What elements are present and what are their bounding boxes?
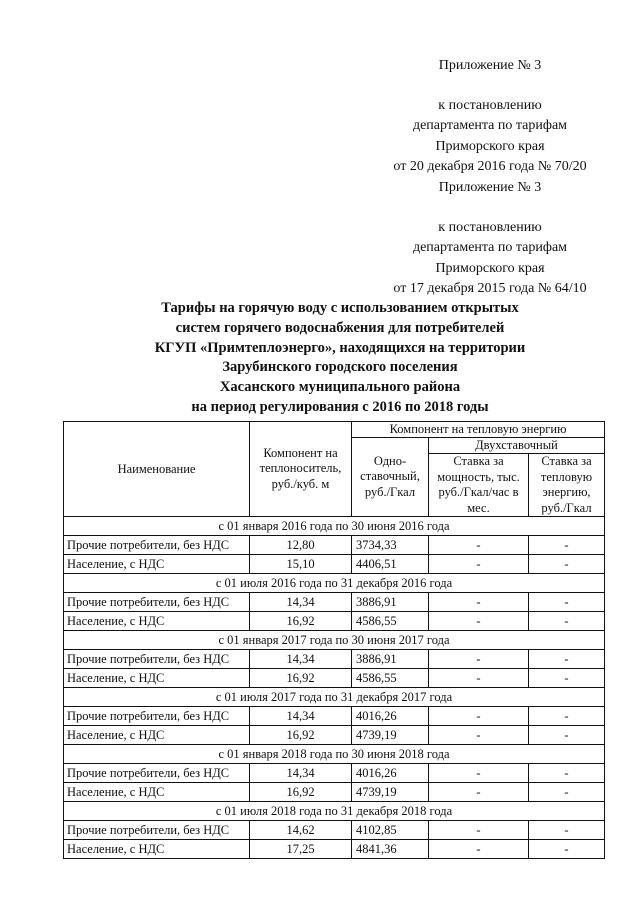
capacity-rate-cell: - [429,726,529,745]
carrier-value-cell: 14,34 [250,593,352,612]
appendix-previous-block [372,178,608,300]
carrier-value-cell: 17,25 [250,840,352,859]
carrier-value-cell: 14,34 [250,707,352,726]
consumer-name-cell: Прочие потребители, без НДС [64,650,250,669]
energy-rate-cell: - [529,650,605,669]
table-row [64,707,605,726]
period-label: с 01 июля 2018 года по 31 декабря 2018 года [64,802,605,821]
consumer-name-cell: Население, с НДС [64,612,250,631]
table-body [64,517,605,859]
one-rate-value-cell: 3886,91 [352,650,429,669]
energy-rate-cell: - [529,536,605,555]
appendix-line: департамента по тарифам [412,240,568,255]
consumer-name-cell: Прочие потребители, без НДС [64,821,250,840]
energy-rate-cell: - [529,669,605,688]
energy-rate-cell: - [529,707,605,726]
appendix-number: Приложение № 3 [438,58,542,73]
table-row [64,669,605,688]
title-line: систем горячего водоснабжения для потребителей [175,319,505,336]
appendix-line: Приморского края [435,260,545,276]
energy-rate-cell: - [529,612,605,631]
header-name: Наименование [64,422,250,517]
appendix-current-block [372,56,608,178]
consumer-name-cell: Население, с НДС [64,783,250,802]
period-label: с 01 июля 2017 года по 31 декабря 2017 года [64,688,605,707]
carrier-value-cell: 15,10 [250,555,352,574]
document-title [60,299,620,418]
carrier-value-cell: 16,92 [250,669,352,688]
consumer-name-cell: Население, с НДС [64,726,250,745]
appendix-line: к постановлению [438,97,542,113]
energy-rate-cell: - [529,555,605,574]
carrier-value-cell: 14,34 [250,764,352,783]
consumer-name-cell: Прочие потребители, без НДС [64,593,250,612]
energy-rate-cell: - [529,764,605,783]
period-row [64,802,605,821]
one-rate-value-cell: 4102,85 [352,821,429,840]
capacity-rate-cell: - [429,783,529,802]
table-row [64,840,605,859]
capacity-rate-cell: - [429,840,529,859]
period-row [64,688,605,707]
table-row [64,612,605,631]
one-rate-value-cell: 3886,91 [352,593,429,612]
period-row [64,745,605,764]
header-two-rate: Двухставочный [429,438,605,454]
appendix-line: от 20 декабря 2016 года № 70/20 [393,159,587,174]
energy-rate-cell: - [529,840,605,859]
header-capacity-rate: Ставка за мощность, тыс. руб./Гкал/час в мес. [429,454,529,517]
energy-rate-cell: - [529,821,605,840]
tariff-table [63,421,605,859]
one-rate-value-cell: 4841,36 [352,840,429,859]
period-row [64,517,605,536]
table-row [64,783,605,802]
carrier-value-cell: 16,92 [250,726,352,745]
energy-rate-cell: - [529,783,605,802]
title-line: на период регулирования с 2016 по 2018 годы [191,398,489,415]
period-label: с 01 июля 2016 года по 31 декабря 2016 года [64,574,605,593]
table-row [64,821,605,840]
period-row [64,631,605,650]
carrier-value-cell: 14,62 [250,821,352,840]
capacity-rate-cell: - [429,764,529,783]
energy-rate-cell: - [529,593,605,612]
consumer-name-cell: Прочие потребители, без НДС [64,536,250,555]
table-row [64,726,605,745]
capacity-rate-cell: - [429,593,529,612]
capacity-rate-cell: - [429,555,529,574]
carrier-value-cell: 12,80 [250,536,352,555]
table-row [64,764,605,783]
carrier-value-cell: 14,34 [250,650,352,669]
header-one-rate: Одно-ставочный, руб./Гкал [352,438,429,517]
table-row [64,650,605,669]
appendix-line: к постановлению [438,219,542,235]
consumer-name-cell: Население, с НДС [64,555,250,574]
appendix-line: от 17 декабря 2015 года № 64/10 [393,281,587,296]
appendix-number: Приложение № 3 [438,180,542,195]
title-line: Хасанского муниципального района [219,379,461,396]
table-row [64,536,605,555]
capacity-rate-cell: - [429,821,529,840]
carrier-value-cell: 16,92 [250,612,352,631]
capacity-rate-cell: - [429,536,529,555]
period-label: с 01 января 2018 года по 30 июня 2018 года [64,745,605,764]
one-rate-value-cell: 4016,26 [352,707,429,726]
title-line: КГУП «Примтеплоэнерго», находящихся на территории [154,339,526,356]
one-rate-value-cell: 4406,51 [352,555,429,574]
carrier-value-cell: 16,92 [250,783,352,802]
header-energy-rate: Ставка за тепловую энергию, руб./Гкал [529,454,605,517]
one-rate-value-cell: 4739,19 [352,726,429,745]
capacity-rate-cell: - [429,669,529,688]
period-row [64,574,605,593]
capacity-rate-cell: - [429,707,529,726]
title-line: Зарубинского городского поселения [222,359,458,376]
table-row [64,555,605,574]
header-carrier: Компонент на теплоноситель, руб./куб. м [250,422,352,517]
one-rate-value-cell: 4016,26 [352,764,429,783]
capacity-rate-cell: - [429,612,529,631]
period-label: с 01 января 2017 года по 30 июня 2017 года [64,631,605,650]
appendix-line: Приморского края [435,138,545,154]
capacity-rate-cell: - [429,650,529,669]
period-label: с 01 января 2016 года по 30 июня 2016 года [64,517,605,536]
appendix-line: департамента по тарифам [412,118,568,133]
consumer-name-cell: Население, с НДС [64,669,250,688]
title-line: Тарифы на горячую воду с использованием открытых [161,300,519,316]
one-rate-value-cell: 4586,55 [352,612,429,631]
consumer-name-cell: Население, с НДС [64,840,250,859]
energy-rate-cell: - [529,726,605,745]
consumer-name-cell: Прочие потребители, без НДС [64,707,250,726]
one-rate-value-cell: 4586,55 [352,669,429,688]
one-rate-value-cell: 4739,19 [352,783,429,802]
table-row [64,593,605,612]
consumer-name-cell: Прочие потребители, без НДС [64,764,250,783]
header-energy: Компонент на тепловую энергию [352,422,605,438]
one-rate-value-cell: 3734,33 [352,536,429,555]
